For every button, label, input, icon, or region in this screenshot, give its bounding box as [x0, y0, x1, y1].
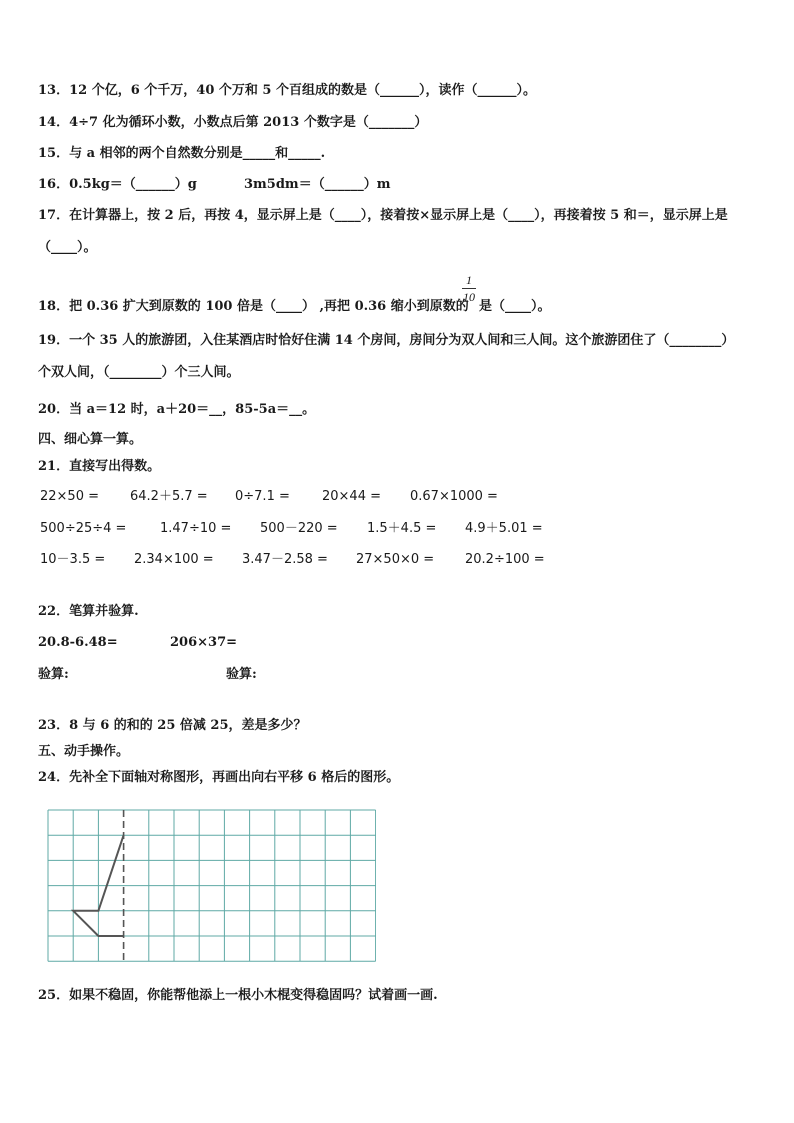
question-14: 14．4÷7 化为循环小数，小数点后第 2013 个数字是（_______） [38, 115, 428, 130]
question-16b: 3m5dm＝（______）m [244, 177, 391, 192]
calc-item: 1.47÷10 = [160, 521, 232, 536]
calc-item: 0.67×1000 = [410, 489, 498, 504]
fraction-numerator: 1 [466, 273, 472, 287]
question-19-line2: 个双人间，（________）个三人间。 [38, 365, 240, 380]
calc-item: 10－3.5 = [40, 552, 106, 567]
calc-item: 500－220 = [260, 521, 338, 536]
section-5-heading: 五、动手操作。 [38, 744, 130, 759]
calc-item: 500÷25÷4 = [40, 521, 127, 536]
fraction-denominator: 10 [463, 290, 475, 304]
calc-item: 1.5＋4.5 = [367, 521, 437, 536]
question-18-part1: 18．把 0.36 扩大到原数的 100 倍是（____） ,再把 0.36 缩小到原数的 [38, 299, 469, 314]
question-19-line1: 19．一个 35 人的旅游团，入住某酒店时恰好住满 14 个房间，房间分为双人间和三人间。这个旅游团住了（________） [38, 333, 735, 348]
question-17-line1: 17．在计算器上，按 2 后，再按 4，显示屏上是（____），接着按×显示屏上是（____），再接着按 5 和＝，显示屏上是 [38, 208, 728, 223]
question-22-expression-2: 206×37= [170, 635, 238, 650]
question-24: 24．先补全下面轴对称图形，再画出向右平移 6 格后的图形。 [38, 770, 400, 785]
fraction-bar [462, 288, 476, 289]
calc-item: 20×44 = [322, 489, 382, 504]
calc-item: 2.34×100 = [134, 552, 214, 567]
question-22: 22．笔算并验算. [38, 604, 139, 619]
fraction-one-tenth [462, 273, 476, 304]
question-25: 25．如果不稳固，你能帮他添上一根小木棍变得稳固吗？试着画一画. [38, 988, 438, 1003]
calc-item: 27×50×0 = [356, 552, 435, 567]
calc-item: 64.2＋5.7 = [130, 489, 208, 504]
question-22-check-1: 验算: [38, 667, 69, 682]
question-15: 15．与 a 相邻的两个自然数分别是_____和_____. [38, 146, 326, 161]
calc-item: 0÷7.1 = [235, 489, 290, 504]
question-22-check-2: 验算: [226, 667, 257, 682]
calc-item: 22×50 = [40, 489, 100, 504]
question-17-line2: （____）。 [38, 240, 97, 255]
question-20: 20．当 a＝12 时，a＋20＝__，85-5a＝__。 [38, 402, 316, 417]
question-21: 21．直接写出得数。 [38, 459, 161, 474]
question-16a: 16．0.5kg＝（______）g [38, 177, 197, 192]
calc-item: 4.9＋5.01 = [465, 521, 543, 536]
section-4-heading: 四、细心算一算。 [38, 432, 143, 447]
calc-item: 20.2÷100 = [465, 552, 545, 567]
calc-item: 3.47－2.58 = [242, 552, 328, 567]
question-22-expression-1: 20.8-6.48= [38, 635, 118, 650]
question-23: 23．8 与 6 的和的 25 倍减 25，差是多少？ [38, 718, 307, 733]
drawing-grid[interactable] [46, 808, 376, 964]
question-13: 13．12 个亿，6 个千万，40 个万和 5 个百组成的数是（______），读作（______）。 [38, 83, 536, 98]
question-18-part2: 是（____）。 [479, 299, 551, 314]
